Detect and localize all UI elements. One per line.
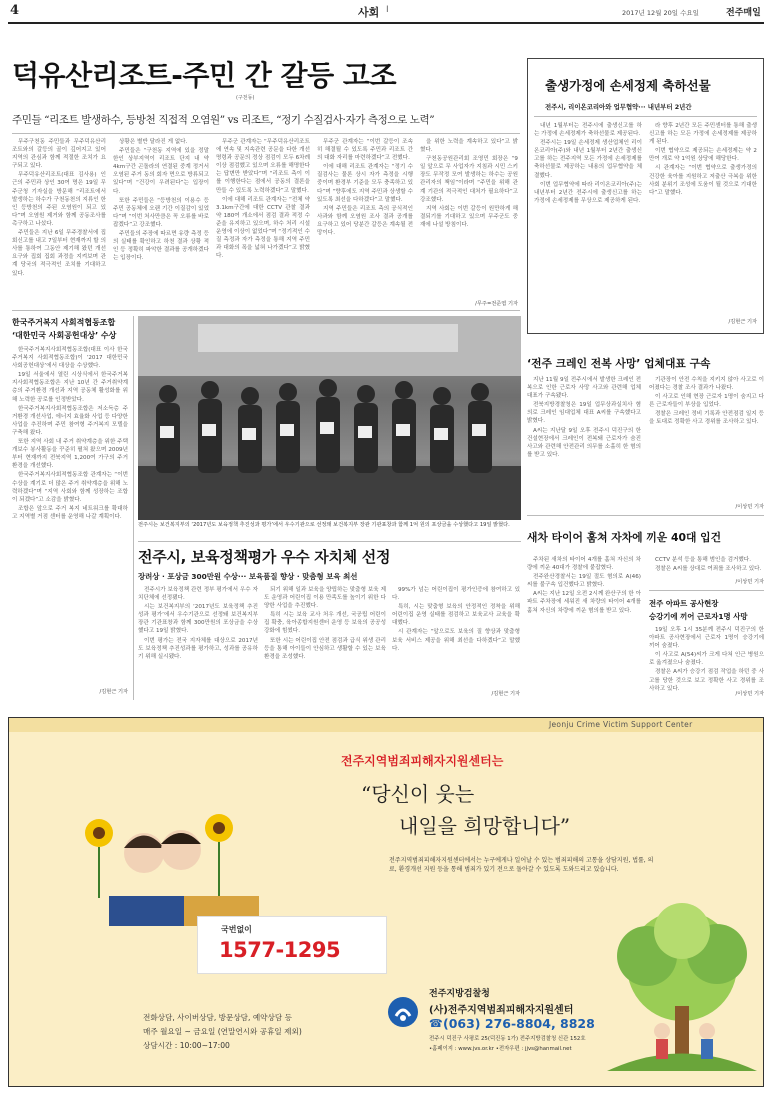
award-p5: 한국주거복지사회적협동조합 관계자는 “이번 수상을 계기로 더 많은 주거 취약계층을 위해 노력하겠다”며 “지역 사회와 함께 성장하는 조합이 되겠다”고 소감을 밝혔다. — [12, 472, 128, 503]
crane-bottom-rule — [527, 515, 764, 516]
birth-col2-p3: 시 관계자는 “이번 협약으로 출생가정의 건강한 육아를 지원하고 저출산 극복을 위한 사회 분위기 조성에 도움이 될 것으로 기대한다”고 말했다. — [649, 165, 757, 196]
lead-col5-p3: 지역 사회는 이번 갈등이 원만하게 해결되기를 기대하고 있으며 무주군도 중재에 나설 방침이다. — [420, 205, 518, 228]
childcare-col2-p2: 특히 시는 보육 교사 처우 개선, 국공립 어린이집 확충, 육아종합지원센터 운영 등 보육의 공공성 강화에 힘썼다. — [264, 612, 386, 635]
crane-column-1 — [527, 376, 641, 512]
tire-col1-p1: 주차된 새차의 타이어 4개를 훔쳐 자신의 차량에 끼운 40대가 경찰에 붙잡혔다. — [527, 557, 641, 572]
tire-headline: 새차 타이어 훔쳐 자차에 끼운 40대 입건 — [527, 531, 722, 544]
crane-headline: ‘전주 크레인 전복 사망’ 업체대표 구속 — [527, 357, 711, 370]
lead-column-1 — [12, 138, 106, 303]
section-name: 사회 — [358, 6, 380, 19]
award-p1: 한국주거복지사회적협동조합(대표 이사 한국주거복지 사회적협동조합)이 ‘2017 대한민국 사회공헌대상’에서 대상을 수상했다. — [12, 347, 128, 370]
lead-column-5 — [420, 138, 518, 298]
lead-subhead-rule — [12, 133, 520, 134]
award-column-rule — [133, 316, 134, 700]
apt-headline-2: 승강기에 끼어 근로자1명 사망 — [649, 612, 748, 621]
tire-col1-p2: 전주완산경찰서는 19일 절도 혐의로 A(46)씨를 불구속 입건했다고 밝혔다. — [527, 574, 641, 589]
ad-slogan-line-2: 내일을 희망합니다” — [399, 814, 571, 838]
photo-caption: 전주시는 보건복지부의 ‘2017년도 보육정책 추진성과 평가’에서 우수기관으로 선정돼 보건복지부 장관 기관표창과 함께 1억 원의 포상금을 수상했다고 19일 밝혔다. — [138, 522, 510, 528]
lead-column-3 — [216, 138, 310, 303]
lead-col1-p2: 무주덕유산리조트(대표 김사용) 인근의 주민과 상인 30여 명은 19일 무주군청 기자실을 방문해 “리조트에서 발생하는 하수가 구천동천의 지류인 한인 등방천의 주된 오염원이 되고 있다”며 오염원 제거와 함께 공동조사를 촉구하고 나섰다. — [12, 172, 106, 227]
tire-column-2 — [649, 556, 764, 576]
masthead-rule — [8, 22, 764, 24]
birth-column-1 — [534, 122, 642, 326]
childcare-headline: 전주시, 보육정책평가 우수 자치체 선정 — [138, 548, 391, 566]
birth-subhead: 전주시, 리이온코리아와 업무협약··· 내년부터 2년간 — [545, 103, 692, 111]
lead-col4-p3: 지역 주민들은 리조트 측의 공식적인 사과와 함께 오염원 조사 결과 공개를 요구하고 있어 당분간 갈등은 계속될 전망이다. — [317, 205, 413, 237]
award-p2: 19일 서울에서 열린 시상식에서 한국주거복지사회적협동조합은 지난 10년 간 주거취약계층의 주거환경 개선과 지역 공동체 활성화를 위해 노력한 공로를 인정받았다. — [12, 372, 128, 403]
childcare-column-2 — [264, 586, 386, 694]
lead-col5-p1: 을 위한 노력을 계속하고 있다”고 밝혔다. — [420, 139, 518, 154]
crane-col1-p3: A씨는 지난달 9일 오후 전주시 덕진구의 한 건설현장에서 크레인이 전복돼 근로자가 숨진 사고와 관련해 안전관리 의무를 소홀히 한 혐의를 받고 있다. — [527, 427, 641, 458]
lead-col3-p2: 이에 대해 리조트 관계자는 “전체 약 3.1km구간에 대한 CCTV 관찰 결과 약 180여 개소에서 점검 결과 적정 수준을 유지하고 있으며, 하수 처리 시설 운영에 이상이 없었다”며 “정기적인 수질 측정과 자가 측정을 통해 지역 주민과 대화의 폭을 넓혀 나가겠다”고 밝혔다. — [216, 196, 310, 260]
apt-p3: 경찰은 A씨가 승강기 점검 작업을 하던 중 사고를 당한 것으로 보고 정확한 사고 경위를 조사하고 있다. — [649, 669, 764, 692]
lead-column-4 — [317, 138, 413, 303]
masthead — [8, 2, 764, 22]
birth-headline: 출생가정에 손세정제 축하선물 — [545, 78, 711, 93]
apt-headline: 전주 아파트 공사현장 — [649, 599, 719, 608]
lead-headline: 덕유산리조트-주민 간 갈등 고조 — [12, 59, 396, 92]
lead-col1-p3: 주민들은 지난 6일 무주경찰서에 집회신고를 내고 7일부터 현재까지 할 의사를 통하여 그동안 제기해 왔던 개선 요구와 집회 집회 과정을 지켜보며 관계 당국의 적극적인 조치를 기대하고 있다. — [12, 230, 106, 277]
page-number: 4 — [10, 3, 20, 18]
tire-short-rule — [649, 590, 764, 591]
tire-col1-p3: A씨는 지난 12일 오전 2시께 완산구의 한 아파트 주차장에 세워진 새 차량의 타이어 4개를 훔쳐 자신의 차량에 끼운 혐의를 받고 있다. — [527, 591, 642, 614]
apt-p1: 19일 오후 1시 35분께 전주시 덕진구의 한 아파트 공사현장에서 근로자 1명이 승강기에 끼어 숨졌다. — [649, 627, 764, 650]
lead-region: (구천동) — [236, 95, 255, 101]
ad-services: 전화상담, 사이버상담, 방문상담, 예약상담 등 — [143, 1013, 292, 1022]
issue-date: 2017년 12월 20일 수요일 — [622, 9, 699, 17]
lead-col2-p2: 주민들은 “구천동 지역에 있을 정말 한인 상부지역이 리조트 단지 내 약 4km구간 곤돌라의 연결된 중계 정거서 오염된 주거 동의 회자 면으로 방류되고 있다”며 “건강이 우려된다”는 입장이다. — [113, 148, 209, 195]
lead-bottom-rule — [12, 310, 520, 311]
children-illustration — [69, 798, 249, 898]
ad-slogan-line-1: “당신이 웃는 — [361, 782, 475, 806]
ad-center-name: 전주지역범죄피해자지원센터는 — [341, 754, 504, 768]
ad-address: 전주시 덕진구 사평로 25(덕진동 1가) 전주지방검찰청 신관 152호 — [429, 1036, 586, 1042]
lead-column-2 — [113, 138, 209, 303]
apt-byline: /이상민 기자 — [735, 691, 764, 697]
logo-graphic — [387, 996, 419, 1028]
birth-col2-p2: 이번 협약으로 제공되는 손세정제는 약 2만여 개로 약 1억원 상당에 해당한다. — [649, 148, 757, 163]
children-graphic — [69, 798, 249, 898]
crane-col2-p3: 경찰은 크레인 정비 기록과 안전점검 일지 등을 토대로 정확한 사고 경위를 조사하고 있다. — [649, 411, 764, 426]
birth-subhead-rule — [534, 116, 757, 117]
lead-col4-p1: 무주군 관계자는 “이번 갈등이 조속히 해결될 수 있도록 주민과 리조트 간의 대화 자리를 마련하겠다”고 전했다. — [317, 139, 413, 162]
toll-free-label: 국번없이 — [221, 925, 252, 934]
childcare-col2-p3: 또한 시는 어린이집 안전 점검과 급식 위생 관리 등을 통해 아이들이 안심하고 생활할 수 있는 보육환경을 조성했다. — [264, 637, 386, 660]
prosecutor-logo-icon — [387, 996, 419, 1028]
ad-web: •홈페이지 : www.jvs.or.kr •전자우편 : jjvs@hanmail.net — [429, 1046, 572, 1052]
award-p6: 조합은 앞으로 주거 복지 네트워크를 확대하고 지역별 거점 센터를 운영해 나갈 계획이다. — [12, 505, 128, 520]
ad-hours: 매주 월요일 ~ 금요일 (연말연시와 공휴일 제외) — [143, 1027, 302, 1036]
award-headline-2: ‘대한민국 사회공헌대상’ 수상 — [12, 331, 117, 340]
birth-byline: /김현근 기자 — [728, 319, 757, 325]
ceremony-photo — [138, 316, 521, 520]
ad-phone: (063) 276-8804, 8828 — [443, 1016, 595, 1031]
award-p4: 또한 지역 사회 내 주거 취약계층을 위한 주택 개보수 봉사활동을 꾸준히 펼쳐 왔으며 2009년부터 현재까지 전북지역 1,200여 가구의 주거 환경을 개선했다. — [12, 439, 128, 470]
lead-col2-p1: 상황은 별반 달라진 게 없다. — [119, 139, 188, 145]
birth-col1-p2: 전주시는 19일 손세정제 생산업체인 리이온코리아(주)와 내년 1월부터 2년간 출생신고를 하는 전주지역 모든 가정에 손세정제를 축하선물로 제공하는 내용의 업무협약을 체결했다. — [534, 140, 642, 179]
birth-col1-p1: 내년 1월부터는 전주시에 출생신고를 하는 가정에 손세정제가 축하선물로 제공된다. — [534, 123, 642, 138]
lead-col3-p1: 무주군 관계자는 “무주덕유산리조트에 연속 및 지속관련 공문을 다한 개선 명령과 공문의 정상 점검이 모두 6차례 이상 점검했고 있으며 오류를 해명한다는 답변만 받았다”며 “리조트 측이 이를 이행한다는 점에서 공동의 결론을 만들 수 있도록 노력하겠다”고 말했다. — [216, 139, 310, 194]
childcare-col2-p1: 되기 위해 일과 보육을 양립하는 맞춤형 보육 제도 운영과 어린이집 이용 만족도를 높이기 위한 다양한 사업을 추진했다. — [264, 587, 386, 610]
childcare-col3-p1: 99%가 넘는 어린이집이 평가인증에 참여하고 있다. — [392, 587, 520, 602]
lead-col1-p1: 무주구천동 주민들과 무주덕유산리조트와의 갈등의 골이 깊어지고 있어 지역의 관심과 함께 적절한 조치가 요구되고 있다. — [12, 139, 106, 170]
childcare-col1-p1: 전주시가 보육정책 관련 정부 평가에서 우수 자치단체에 선정됐다. — [138, 587, 258, 602]
ad-org-2: (사)전주지역범죄피해자지원센터 — [429, 1005, 574, 1016]
award-headline: 한국주거복지 사회적협동조합 — [12, 318, 116, 327]
tire-column-1 — [527, 556, 641, 696]
childcare-col1-p2: 시는 보건복지부의 ‘2017년도 보육정책 추진성과 평가’에서 우수기관으로 선정돼 보건복지부 장관 기관표창과 함께 300만원의 포상금을 수상했다고 19일 밝혔다. — [138, 604, 258, 635]
childcare-byline: /김현근 기자 — [491, 691, 520, 697]
photo-caption-rule — [138, 541, 521, 542]
childcare-col3-p3: 시 관계자는 “앞으로도 보육의 질 향상과 맞춤형 보육 서비스 제공을 위해 최선을 다하겠다”고 말했다. — [392, 629, 520, 652]
ad-panel — [8, 717, 764, 1087]
ad-description: 전주지역범죄피해자지원센터에서는 누구에게나 일어날 수 있는 범죄피해의 고통을 상담지원, 법률, 의료, 환경개선 지원 등을 통해 범죄가 있기 전으로 돌아갈 수 있도록 도와드리고 있습니다. — [389, 857, 654, 873]
childcare-col1-p3: 이번 평가는 전국 지자체를 대상으로 2017년도 보육정책 추진성과를 평가하고, 성과를 공유하기 위해 실시됐다. — [138, 637, 258, 660]
section-mark: I — [386, 5, 389, 15]
tire-byline: /이상민 기자 — [735, 579, 764, 585]
birth-col2-p1: 라 향후 2년간 모든 주민센터를 통해 출생신고를 하는 모든 가정에 손세정제를 제공하게 된다. — [649, 123, 757, 146]
childcare-col3-p2: 특히, 시는 맞춤형 보육의 안정적인 정착을 위해 어린이집 운영 실태를 점검하고 보육교사 교육을 확대했다. — [392, 604, 520, 627]
award-byline: /김현근 기자 — [99, 689, 128, 695]
phone-icon: ☎ — [429, 1017, 443, 1030]
lead-col4-p2: 이에 대해 리조트 관계자는 “정기 수질검사는 물론 상시 자가 측정을 시행 중이며 환경부 기준을 모두 충족하고 있다”며 “향후에도 지역 주민과 상생할 수 있도록 최선을 다하겠다”고 말했다. — [317, 164, 413, 203]
ad-consult-time: 상담시간 : 10:00~17:00 — [143, 1041, 230, 1050]
crane-col1-p2: 전북지방경찰청은 19일 업무상과실치사 혐의로 크레인 임대업체 대표 A씨를 구속했다고 밝혔다. — [527, 402, 641, 425]
apt-p2: 이 사고로 A(54)씨가 크게 다쳐 인근 병원으로 옮겨졌으나 숨졌다. — [649, 652, 764, 667]
ad-org-1: 전주지방검찰청 — [429, 989, 490, 999]
photo-people-graphic — [138, 316, 521, 520]
award-p3: 한국주거복지사회적협동조합은 저소득층 주거환경 개선사업, 에너지 효율화 사업 등 다양한 사업을 추진하며 주민 참여형 주거복지 모델을 구축해 왔다. — [12, 405, 128, 436]
lead-subhead: 주민들 “리조트 발생하수, 등방천 직접적 오염원” vs 리조트, “정기 수질검사·자가 측정으로 노력” — [12, 114, 435, 126]
crane-byline: /이상민 기자 — [735, 504, 764, 510]
birth-col1-p3: 이번 업무협약에 따라 리이온코리아(주)는 내년부터 2년간 전주시에 출생신고를 하는 가정에 손세정제를 무상으로 제공하게 된다. — [534, 181, 642, 204]
crane-column-2 — [649, 376, 764, 500]
crane-col1-p1: 지난 11월 9일 전주시에서 발생한 크레인 전복으로 인한 근로자 사망 사고와 관련해 업체 대표가 구속됐다. — [527, 377, 641, 400]
lead-byline: /무주=전준엽 기자 — [475, 301, 518, 307]
lead-col2-p4: 주민들의 주장에 따르면 유량 측정 등의 실태를 확인하고 하천 결과 상황 적인 등 정확히 파악한 결과를 공개하겠다는 입장이다. — [113, 231, 209, 262]
crane-col2-p1: 기관장이 안전 수칙을 지키지 않아 사고로 이어졌다는 경찰 조사 결과가 나왔다. — [649, 377, 764, 392]
childcare-subhead: 장려상 · 포상금 300만원 수상··· 보육품질 향상 · 맞춤형 보육 최선 — [138, 572, 358, 581]
crane-col2-p2: 이 사고로 인해 현장 근로자 1명이 숨지고 다른 근로자들이 부상을 입었다. — [649, 394, 764, 409]
toll-free-number: 1577-1295 — [219, 938, 341, 962]
childcare-column-3 — [392, 586, 520, 686]
lead-col2-p3: 또한 주민들은 “등방천의 이용수 등 주민 공동체에 오랜 기간 이질감이 있었다”며 “이번 처사만큼은 꼭 오류를 바로잡겠다”고 강조했다. — [113, 197, 209, 228]
ad-eng-title: Jeonju Crime Victim Support Center — [549, 720, 693, 729]
apt-body — [649, 626, 764, 692]
birth-column-2 — [649, 122, 757, 314]
award-body — [12, 346, 128, 684]
tire-col2-p2: 경찰은 A씨를 상대로 여죄를 조사하고 있다. — [655, 566, 762, 573]
lead-col5-p2: 구천동공원관리회 조영민 회장은 “9일 앞으로 무 사업자가 지침과 시민 스키장도 무작정 모여 발생하는 하수는 공원관리자의 책임”이라며 “주민을 위해 관계 기관의 적극적인 대처가 필요하다”고 강조했다. — [420, 156, 518, 203]
paper-name: 전주매일 — [726, 8, 761, 18]
tire-col2-p1: CCTV 분석 등을 통해 범인을 검거했다. — [655, 557, 751, 563]
childcare-column-1 — [138, 586, 258, 694]
tree-graphic — [607, 896, 757, 1076]
tree-illustration — [607, 896, 757, 1076]
